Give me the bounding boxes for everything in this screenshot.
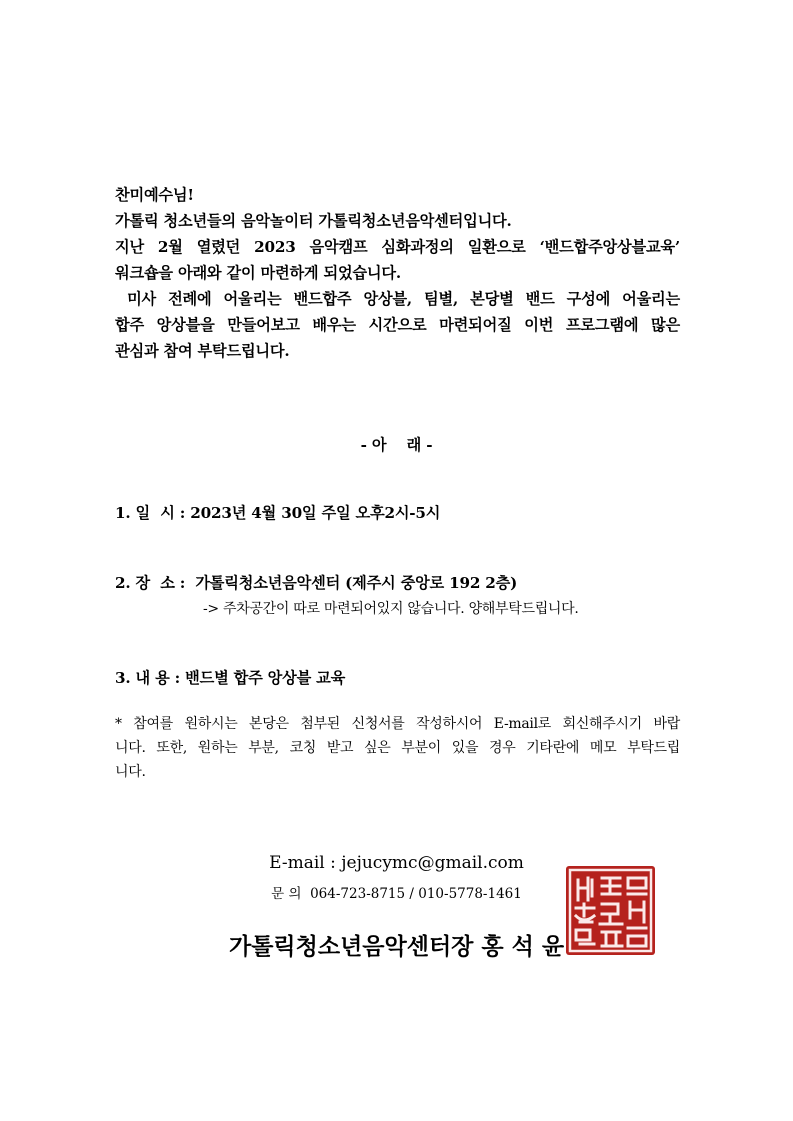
notice-line: * 참여를 원하시는 본당은 첨부된 신청서를 작성하시어 E-mail로 회신해주시기 바랍 xyxy=(115,716,680,732)
section-heading: - 아 래 - xyxy=(360,436,433,454)
greeting: 찬미예수님! xyxy=(115,186,194,204)
item-content: 3. 내 용 : 밴드별 합주 앙상블 교육 xyxy=(115,669,346,687)
item-place-note: -> 주차공간이 따로 마련되어있지 않습니다. 양해부탁드립니다. xyxy=(203,601,579,617)
intro-line: 미사 전례에 어울리는 밴드합주 앙상블, 팀별, 본당별 밴드 구성에 어울리는 xyxy=(115,290,680,308)
notice-line: 니다. xyxy=(115,764,146,780)
item-place: 2. 장 소 : 가톨릭청소년음악센터 (제주시 중앙로 192 2층) xyxy=(115,574,518,592)
contact-email: E-mail : jejucymc@gmail.com xyxy=(269,853,524,873)
official-seal-icon xyxy=(566,866,655,955)
intro-line: 지난 2월 열렸던 2023 음악캠프 심화과정의 일환으로 ‘밴드합주앙상블교육’ xyxy=(115,238,680,256)
intro-line: 가톨릭 청소년들의 음악놀이터 가톨릭청소년음악센터입니다. xyxy=(115,212,512,230)
item-datetime: 1. 일 시 : 2023년 4월 30일 주일 오후2시-5시 xyxy=(115,504,441,522)
intro-line: 관심과 참여 부탁드립니다. xyxy=(115,342,290,360)
intro-line: 워크숍을 아래와 같이 마련하게 되었습니다. xyxy=(115,264,401,282)
intro-line: 합주 앙상블을 만들어보고 배우는 시간으로 마련되어질 이번 프로그램에 많은 xyxy=(115,316,680,334)
contact-phone: 문 의 064-723-8715 / 010-5778-1461 xyxy=(271,886,522,902)
notice-line: 니다. 또한, 원하는 부분, 코칭 받고 싶은 부분이 있을 경우 기타란에 메모 부탁드립 xyxy=(115,740,680,756)
signature: 가톨릭청소년음악센터장 홍 석 윤 xyxy=(229,933,565,960)
